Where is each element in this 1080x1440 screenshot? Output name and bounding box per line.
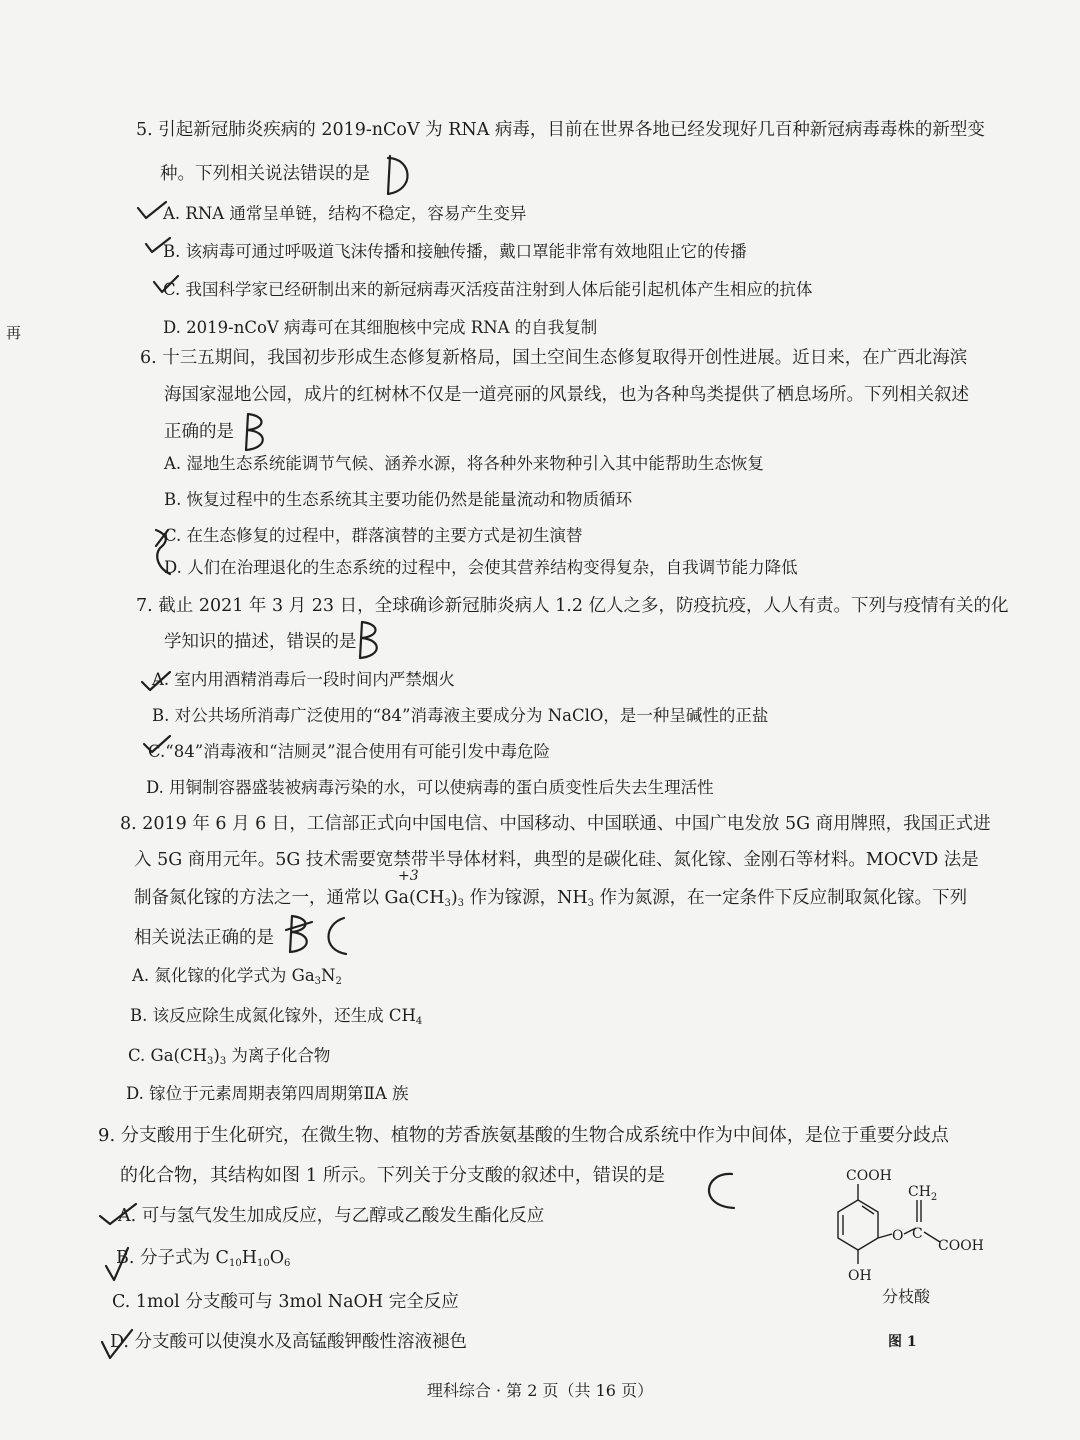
q5-handwritten-answer-D — [382, 150, 422, 200]
ring-shape — [838, 1200, 878, 1250]
q6-cross-marks — [146, 516, 186, 586]
structure-cooh-right: COOH — [938, 1238, 984, 1254]
structure-c: C — [912, 1226, 923, 1242]
structure-name: 分枝酸 — [882, 1287, 931, 1306]
q6-option-a: A. 湿地生态系统能调节气候、涵养水源，将各种外来物种引入其中能帮助生态恢复 — [164, 454, 764, 473]
q8-option-b: B. 该反应除生成氮化镓外，还生成 $CH_4$ — [130, 1006, 423, 1027]
q7-option-c: C.“84”消毒液和“洁厕灵”混合使用有可能引发中毒危险 — [148, 742, 551, 761]
q7-option-d: D. 用铜制容器盛装被病毒污染的水，可以使病毒的蛋白质变性后失去生理活性 — [146, 778, 714, 797]
q8-option-d: D. 镓位于元素周期表第四周期第ⅡA 族 — [126, 1084, 409, 1103]
q7-stem-line2: 学知识的描述，错误的是 — [164, 632, 357, 652]
structure-cooh-top: COOH — [846, 1168, 892, 1184]
q6-stem-line2: 海国家湿地公园，成片的红树林不仅是一道亮丽的风景线，也为各种鸟类提供了栖息场所。下列相关叙述 — [164, 385, 969, 405]
q8-stem-line2: 入 5G 商用元年。5G 技术需要宽禁带半导体材料，典型的是碳化硅、氮化镓、金刚石等材料。MOCVD 法是 — [134, 850, 979, 870]
q9-stem-line2: 的化合物，其结构如图 1 所示。下列关于分支酸的叙述中，错误的是 — [120, 1165, 665, 1186]
q6-stem-line1: 6. 十三五期间，我国初步形成生态修复新格局，国土空间生态修复取得开创性进展。近日来，在广西北海滨 — [140, 348, 968, 368]
q7-check-marks — [136, 660, 186, 760]
q8-option-c: C. $Ga(CH_3)_3$ 为离子化合物 — [128, 1046, 331, 1067]
structure-oh: OH — [848, 1268, 872, 1284]
q6-option-b: B. 恢复过程中的生态系统其主要功能仍然是能量流动和物质循环 — [164, 490, 633, 509]
q5-option-a: A. RNA 通常呈单链，结构不稳定，容易产生变异 — [163, 204, 527, 223]
figure-label: 图 1 — [888, 1334, 917, 1350]
q7-stem-line1: 7. 截止 2021 年 3 月 23 日，全球确诊新冠肺炎病人 1.2 亿人之多，防疫抗疫，人人有责。下列与疫情有关的化 — [136, 596, 1009, 616]
margin-character: 再 — [6, 324, 22, 342]
q9-option-a: A. 可与氢气发生加成反应，与乙醇或乙酸发生酯化反应 — [118, 1206, 545, 1226]
q8-stem-line3: 制备氮化镓的方法之一，通常以 $Ga(CH_3)_3$ 作为镓源，$NH_3$ 作为氮源，在一定条件下反应制取氮化镓。下列 — [134, 888, 968, 909]
q9-option-d: D. 分支酸可以使溴水及高锰酸钾酸性溶液褪色 — [110, 1332, 468, 1352]
q6-handwritten-answer-B — [240, 408, 274, 456]
q9-handwritten-answer-C — [692, 1166, 742, 1216]
q8-stem-line1: 8. 2019 年 6 月 6 日，工信部正式向中国电信、中国移动、中国联通、中国广电发放 5G 商用牌照，我国正式进 — [120, 814, 991, 834]
q8-handwritten-answer-BC — [284, 910, 354, 960]
q8-handwritten-note: +3 — [398, 868, 419, 884]
q5-option-d: D. 2019-nCoV 病毒可在其细胞核中完成 RNA 的自我复制 — [163, 318, 598, 337]
q9-stem-line1: 9. 分支酸用于生化研究，在微生物、植物的芳香族氨基酸的生物合成系统中作为中间体，是位于重要分歧点 — [98, 1125, 949, 1146]
page-footer: 理科综合 · 第 2 页（共 16 页） — [426, 1381, 654, 1400]
q6-option-d: D. 人们在治理退化的生态系统的过程中，会使其营养结构变得复杂，自我调节能力降低 — [164, 558, 798, 577]
q6-option-c: C. 在生态修复的过程中，群落演替的主要方式是初生演替 — [164, 526, 583, 545]
structure-o: O — [892, 1228, 904, 1244]
q5-check-marks — [132, 196, 182, 316]
q8-option-a: A. 氮化镓的化学式为 $Ga_3N_2$ — [132, 966, 342, 987]
q7-option-b: B. 对公共场所消毒广泛使用的“84”消毒液主要成分为 NaClO，是一种呈碱性的正盐 — [152, 706, 769, 725]
q8-stem-line4: 相关说法正确的是 — [134, 928, 274, 948]
structure-ch2: $CH_2$ — [908, 1184, 938, 1203]
q9-option-c: C. 1mol 分支酸可与 3mol NaOH 完全反应 — [112, 1292, 459, 1312]
q5-option-c: C. 我国科学家已经研制出来的新冠病毒灭活疫苗注射到人体后能引起机体产生相应的抗体 — [163, 280, 813, 299]
q5-option-b: B. 该病毒可通过呼吸道飞沫传播和接触传播，戴口罩能非常有效地阻止它的传播 — [163, 242, 747, 261]
q7-handwritten-answer-B — [354, 616, 388, 664]
q9-option-b: B. 分子式为 $C_{10}H_{10}O_6$ — [116, 1248, 291, 1269]
q7-option-a: A. 室内用酒精消毒后一段时间内严禁烟火 — [152, 670, 455, 689]
q9-check-marks — [96, 1196, 146, 1366]
q5-stem-line2: 种。下列相关说法错误的是 — [160, 164, 370, 184]
q6-stem-line3: 正确的是 — [164, 422, 234, 442]
q5-stem-line1: 5. 引起新冠肺炎疾病的 2019-nCoV 为 RNA 病毒，目前在世界各地已经发现好几百种新冠病毒毒株的新型变 — [136, 120, 985, 140]
